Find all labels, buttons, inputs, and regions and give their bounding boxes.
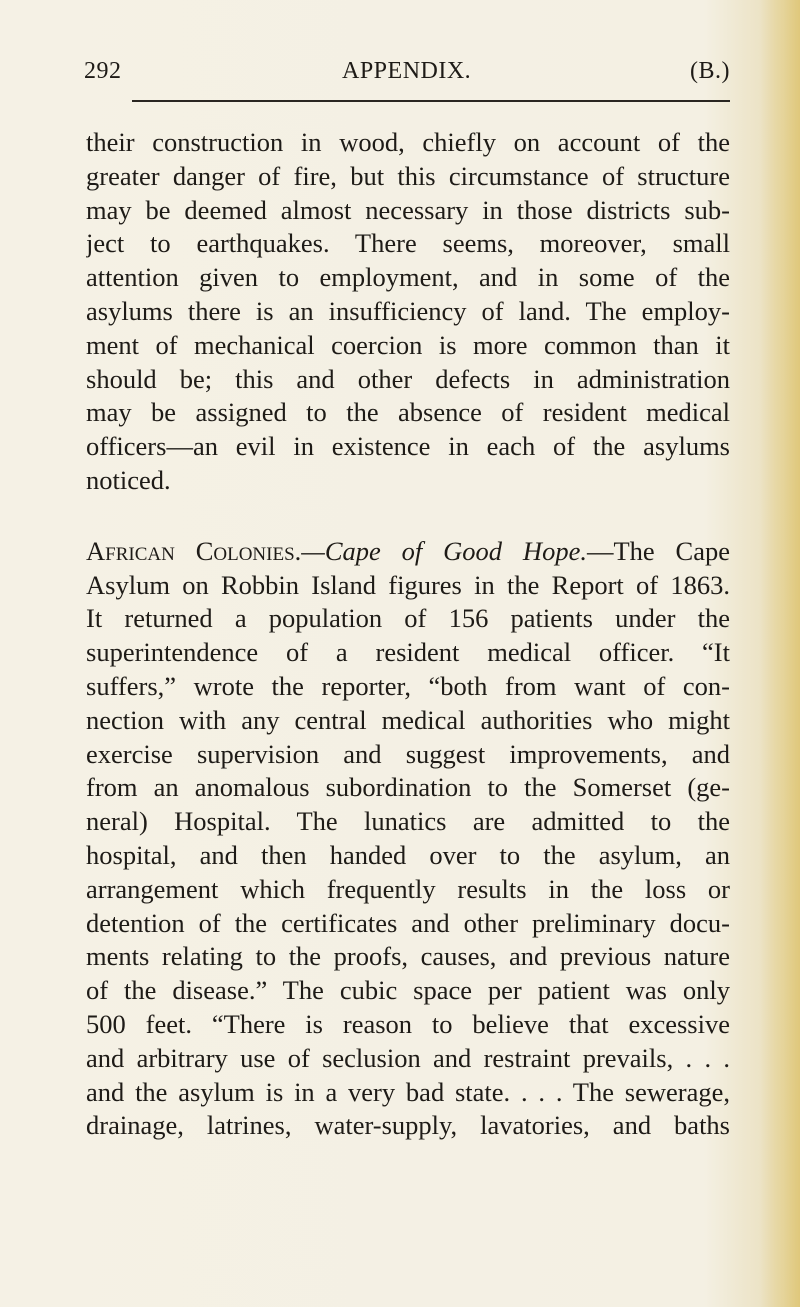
text-line: greater danger of fire, but this circumstance of structure (86, 160, 730, 191)
text-line: ject to earthquakes. There seems, moreover, small (86, 228, 730, 259)
page-number: 292 (84, 58, 122, 84)
text-line: detention of the certificates and other preliminary docu- (86, 907, 730, 938)
paragraph-gap (86, 498, 730, 535)
page-header (84, 58, 730, 98)
text-line: noticed. (86, 464, 171, 495)
body-text (86, 126, 730, 1143)
text-line: exercise supervision and suggest improvements, and (86, 738, 730, 769)
section-heading: African Colonies. (86, 535, 302, 566)
text-line: of the disease.” The cubic space per patient was only (86, 975, 730, 1006)
text-line: attention given to employment, and in some of the (86, 262, 730, 293)
header-rule (132, 100, 730, 102)
text-line: asylums there is an insufficiency of land. The employ- (86, 295, 730, 326)
text-line: Asylum on Robbin Island figures in the Report of 1863. (86, 569, 730, 600)
text-line: ments relating to the proofs, causes, and previous nature (86, 941, 730, 972)
text-line: may be assigned to the absence of resident medical (86, 397, 730, 428)
text-line: their construction in wood, chiefly on account of the (86, 127, 730, 157)
text-line: neral) Hospital. The lunatics are admitted to the (86, 806, 730, 837)
first-line-rest: —The Cape (586, 535, 730, 566)
paragraph-1 (86, 126, 730, 498)
page-edge-shading (760, 0, 800, 1307)
text-line: nection with any central medical authorities who might (86, 704, 730, 735)
text-line-first (86, 535, 730, 569)
paragraph-2 (86, 535, 730, 1143)
text-line: suffers,” wrote the reporter, “both from want of con- (86, 670, 730, 701)
text-line: from an anomalous subordination to the Somerset (ge- (86, 772, 730, 803)
text-line: 500 feet. “There is reason to believe that excessive (86, 1008, 730, 1039)
text-line: and the asylum is in a very bad state. . . . The sewerage, (86, 1076, 730, 1107)
text-line: may be deemed almost necessary in those districts sub- (86, 194, 730, 225)
text-line: arrangement which frequently results in the loss or (86, 873, 730, 904)
section-label: (B.) (690, 58, 730, 84)
text-line: ment of mechanical coercion is more common than it (86, 329, 730, 360)
text-line: It returned a population of 156 patients under the (86, 603, 730, 634)
running-title: APPENDIX. (342, 58, 472, 84)
text-line: officers—an evil in existence in each of the asylums (86, 431, 730, 462)
text-line: hospital, and then handed over to the asylum, an (86, 839, 730, 870)
text-line: drainage, latrines, water-supply, lavatories, and baths (86, 1110, 730, 1141)
section-subheading: —Cape of Good Hope. (301, 535, 587, 566)
text-line: superintendence of a resident medical officer. “It (86, 637, 730, 668)
text-line: should be; this and other defects in administration (86, 363, 730, 394)
text-line: and arbitrary use of seclusion and restraint prevails, . . . (86, 1042, 730, 1073)
